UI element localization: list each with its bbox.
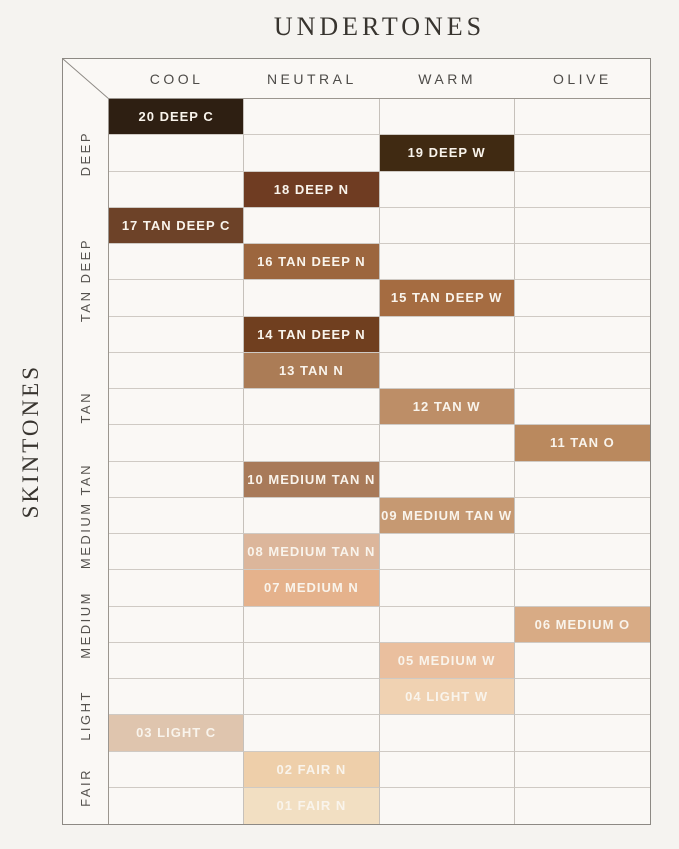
empty-cell: [244, 715, 379, 751]
empty-cell: [244, 643, 379, 679]
skintone-groups: [63, 99, 109, 824]
shade-swatch-08-medium-tan-n: [244, 534, 379, 570]
shade-swatch-12-tan-w: [380, 389, 515, 425]
skintone-group-tan-deep: TAN DEEP: [78, 238, 93, 323]
swatch-label: 04 LIGHT W: [405, 689, 489, 705]
shade-swatch-05-medium-w: [380, 643, 515, 679]
swatch-label: 03 LIGHT C: [136, 725, 217, 741]
swatch-label: 10 MEDIUM TAN N: [247, 471, 376, 487]
empty-cell: [109, 135, 244, 171]
empty-cell: [380, 570, 515, 606]
shade-grid: [109, 99, 650, 824]
empty-cell: [380, 715, 515, 751]
shade-swatch-02-fair-n: [244, 752, 379, 788]
empty-cell: [109, 244, 244, 280]
undertone-header-neutral: NEUTRAL: [266, 70, 357, 87]
shade-swatch-09-medium-tan-w: [380, 498, 515, 534]
shade-swatch-15-tan-deep-w: [380, 280, 515, 316]
swatch-label: 13 TAN N: [278, 362, 344, 378]
empty-cell: [109, 425, 244, 461]
empty-cell: [244, 498, 379, 534]
swatch-label: 06 MEDIUM O: [534, 616, 631, 632]
skintone-group-fair: FAIR: [78, 768, 93, 808]
skintone-group-medium: MEDIUM: [78, 590, 93, 659]
empty-cell: [515, 280, 650, 316]
empty-cell: [109, 389, 244, 425]
swatch-label: 09 MEDIUM TAN W: [381, 507, 513, 523]
skintones-axis-title: SKINTONES: [18, 364, 43, 519]
undertone-headers: [109, 59, 650, 99]
swatch-label: 15 TAN DEEP W: [390, 290, 503, 306]
empty-cell: [109, 317, 244, 353]
skintone-group-tan: TAN: [78, 390, 93, 424]
skintone-group-deep: DEEP: [78, 130, 93, 177]
empty-cell: [109, 534, 244, 570]
empty-cell: [515, 317, 650, 353]
empty-cell: [515, 534, 650, 570]
empty-cell: [380, 244, 515, 280]
undertones-title: UNDERTONES: [273, 12, 486, 41]
swatch-label: 02 FAIR N: [276, 761, 347, 777]
empty-cell: [109, 788, 244, 824]
skintone-group-medium-tan: MEDIUM TAN: [78, 462, 93, 569]
empty-cell: [109, 643, 244, 679]
shade-swatch-14-tan-deep-n: [244, 317, 379, 353]
empty-cell: [380, 172, 515, 208]
shade-swatch-06-medium-o: [515, 607, 650, 643]
shade-swatch-10-medium-tan-n: [244, 462, 379, 498]
swatch-label: 18 DEEP N: [273, 181, 349, 197]
empty-cell: [515, 208, 650, 244]
empty-cell: [244, 389, 379, 425]
empty-cell: [515, 135, 650, 171]
undertone-header-olive: OLIVE: [553, 70, 612, 87]
empty-cell: [515, 752, 650, 788]
empty-cell: [380, 462, 515, 498]
empty-cell: [109, 172, 244, 208]
empty-cell: [380, 99, 515, 135]
empty-cell: [244, 135, 379, 171]
skintone-group-light: LIGHT: [78, 689, 93, 741]
shade-swatch-04-light-w: [380, 679, 515, 715]
empty-cell: [515, 172, 650, 208]
swatch-label: 01 FAIR N: [276, 798, 347, 814]
empty-cell: [109, 280, 244, 316]
empty-cell: [515, 715, 650, 751]
empty-cell: [515, 643, 650, 679]
empty-cell: [515, 244, 650, 280]
shade-swatch-07-medium-n: [244, 570, 379, 606]
swatch-label: 16 TAN DEEP N: [257, 254, 366, 270]
empty-cell: [109, 498, 244, 534]
empty-cell: [380, 788, 515, 824]
empty-cell: [380, 317, 515, 353]
undertone-header-row: [63, 59, 650, 99]
empty-cell: [244, 679, 379, 715]
shade-swatch-19-deep-w: [380, 135, 515, 171]
shade-swatch-16-tan-deep-n: [244, 244, 379, 280]
shade-swatch-20-deep-c: [109, 99, 244, 135]
empty-cell: [515, 389, 650, 425]
shade-chart-table: [62, 58, 651, 825]
shade-swatch-17-tan-deep-c: [109, 208, 244, 244]
empty-cell: [515, 498, 650, 534]
swatch-label: 19 DEEP W: [407, 145, 486, 161]
shade-swatch-11-tan-o: [515, 425, 650, 461]
swatch-label: 14 TAN DEEP N: [257, 326, 366, 342]
empty-cell: [515, 99, 650, 135]
empty-cell: [515, 353, 650, 389]
undertone-header-warm: WARM: [418, 70, 477, 87]
empty-cell: [244, 208, 379, 244]
empty-cell: [109, 570, 244, 606]
empty-cell: [244, 99, 379, 135]
empty-cell: [380, 425, 515, 461]
empty-cell: [515, 679, 650, 715]
empty-cell: [109, 353, 244, 389]
empty-cell: [380, 752, 515, 788]
swatch-label: 17 TAN DEEP C: [121, 217, 231, 233]
shade-swatch-13-tan-n: [244, 353, 379, 389]
empty-cell: [109, 462, 244, 498]
swatch-label: 07 MEDIUM N: [263, 580, 359, 596]
empty-cell: [109, 752, 244, 788]
swatch-label: 12 TAN W: [412, 399, 481, 415]
empty-cell: [109, 679, 244, 715]
shade-swatch-01-fair-n: [244, 788, 379, 824]
swatch-label: 08 MEDIUM TAN N: [247, 544, 376, 560]
undertone-header-cool: COOL: [149, 70, 204, 87]
empty-cell: [380, 353, 515, 389]
corner-diagonal-cell: [63, 59, 109, 99]
table-body: [63, 99, 650, 824]
empty-cell: [380, 607, 515, 643]
empty-cell: [244, 425, 379, 461]
empty-cell: [515, 570, 650, 606]
empty-cell: [380, 208, 515, 244]
empty-cell: [109, 607, 244, 643]
empty-cell: [380, 534, 515, 570]
shade-swatch-18-deep-n: [244, 172, 379, 208]
shade-swatch-03-light-c: [109, 715, 244, 751]
empty-cell: [515, 462, 650, 498]
swatch-label: 05 MEDIUM W: [397, 652, 496, 668]
swatch-label: 11 TAN O: [549, 435, 615, 451]
empty-cell: [244, 280, 379, 316]
empty-cell: [244, 607, 379, 643]
swatch-label: 20 DEEP C: [138, 109, 214, 125]
diagonal-line: [63, 59, 109, 99]
empty-cell: [515, 788, 650, 824]
